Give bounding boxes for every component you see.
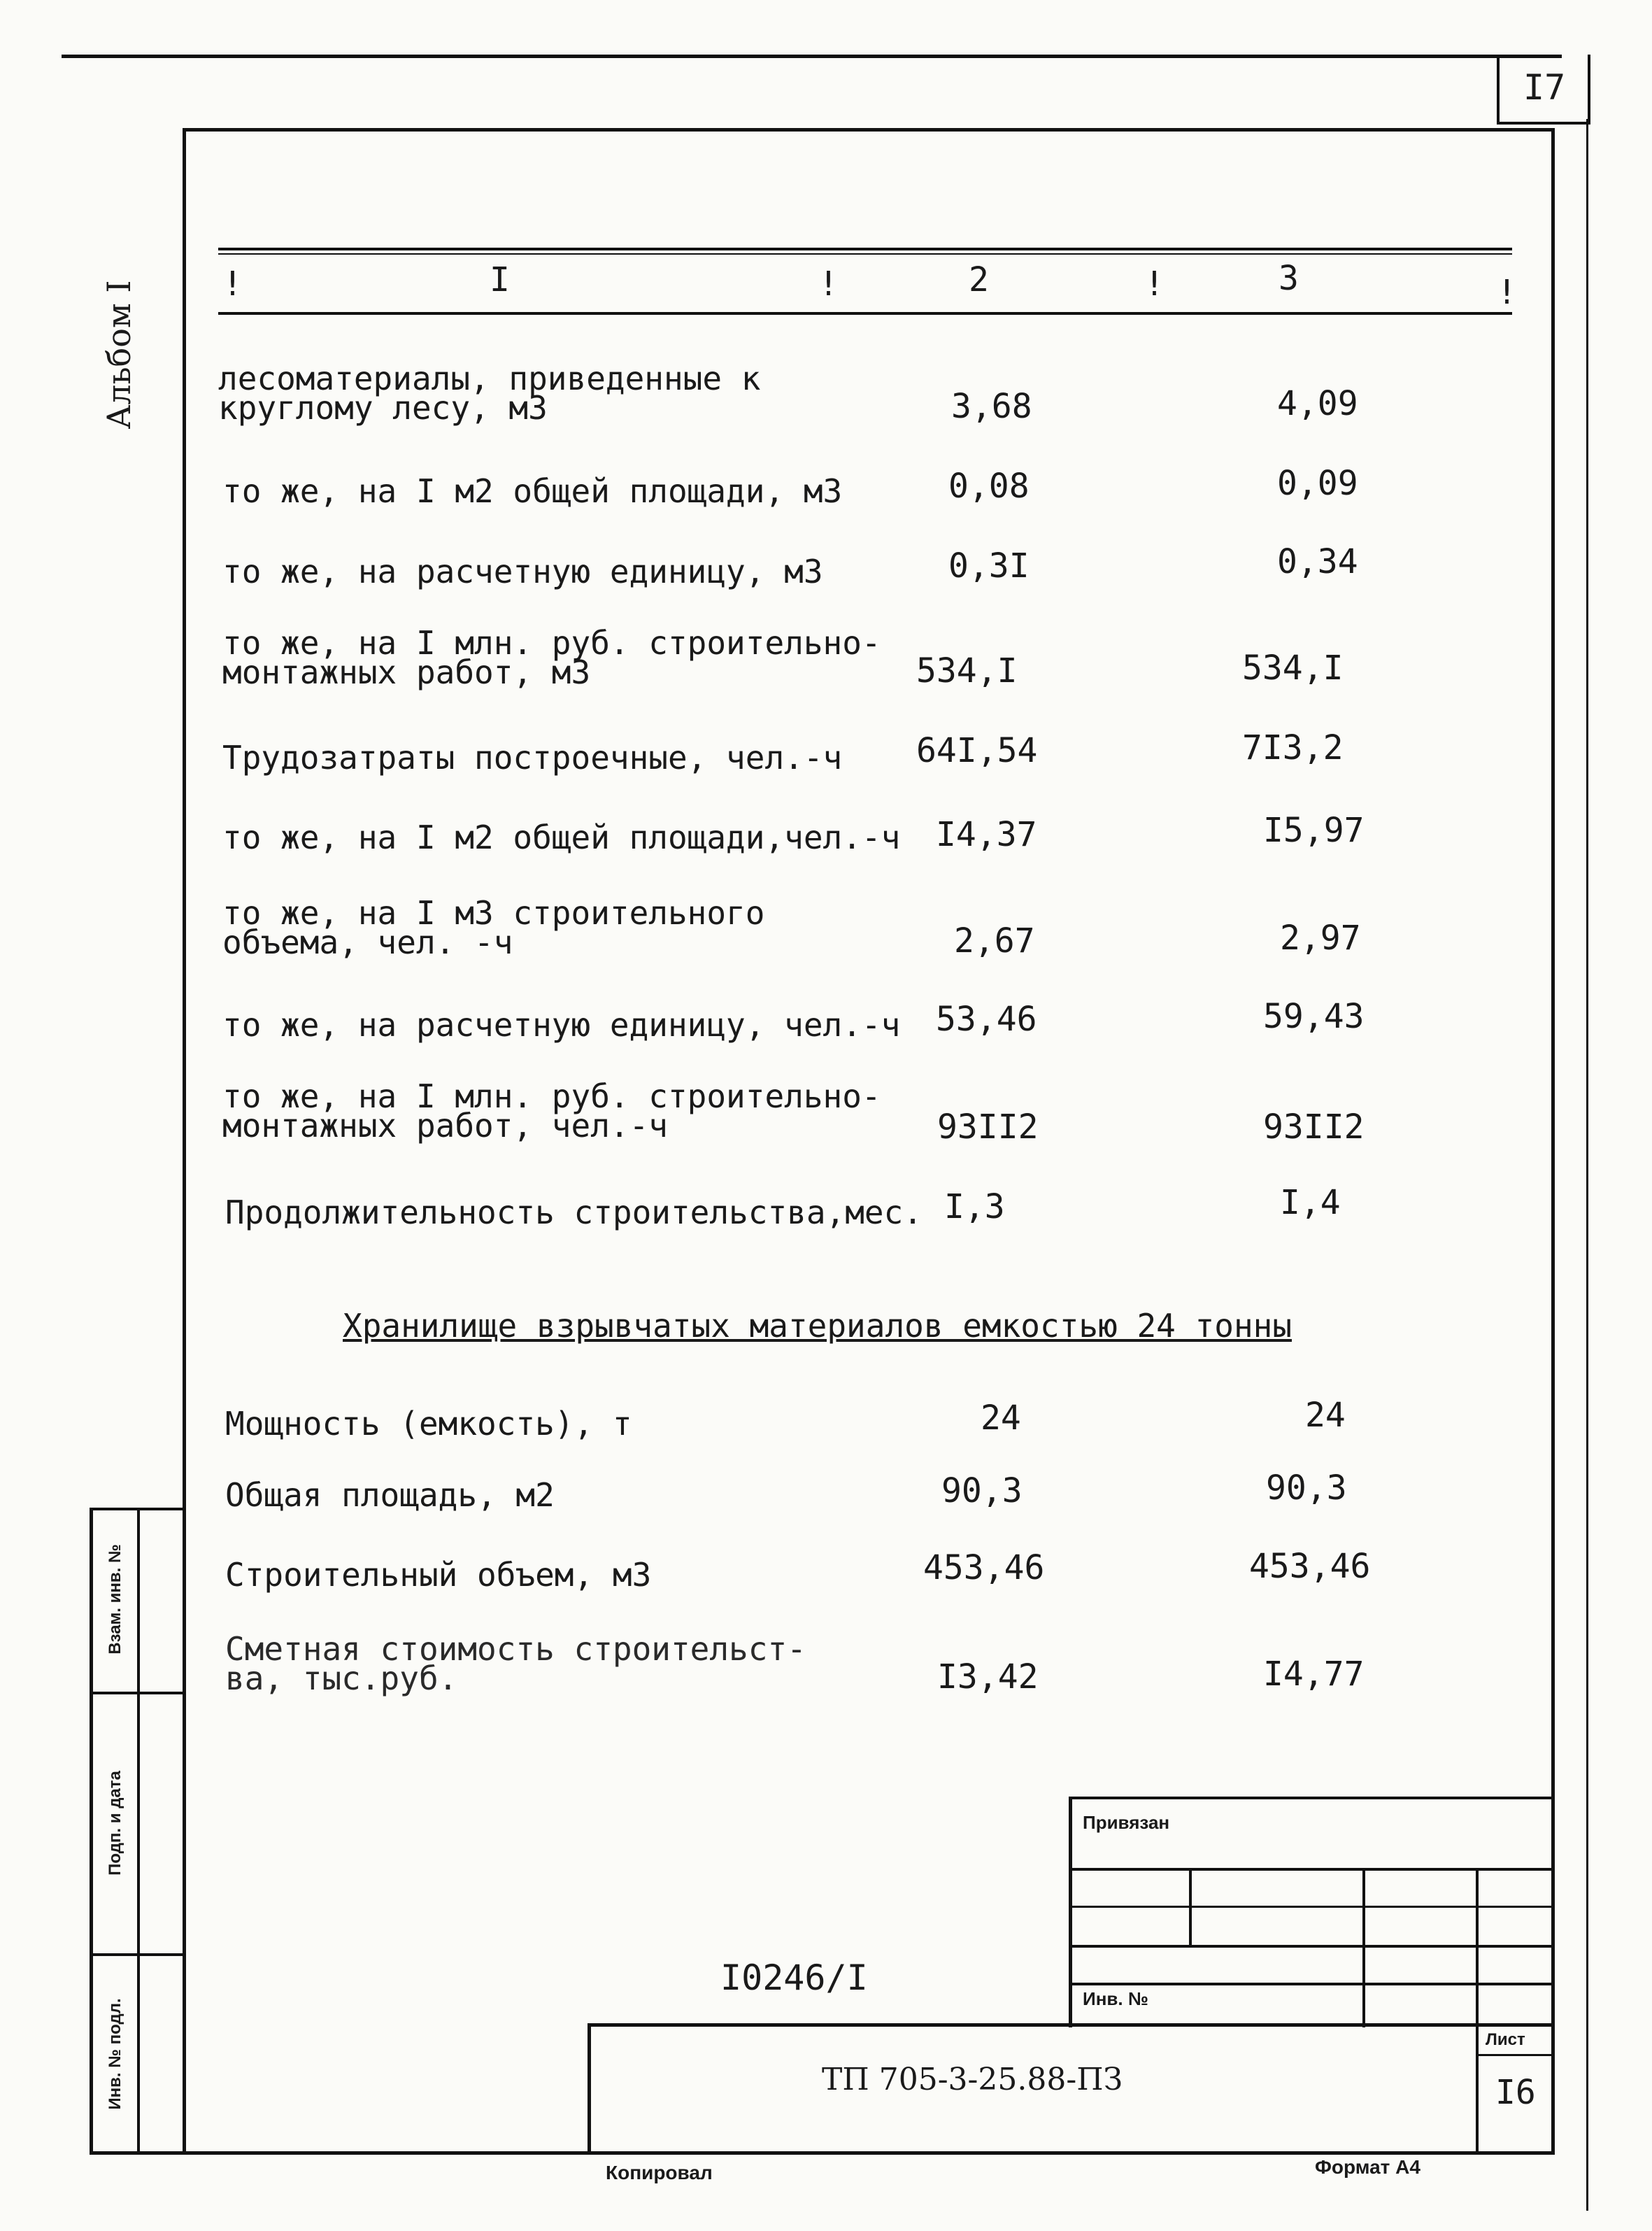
row-label: Сметная стоимость строительст- ва, тыс.руб. <box>225 1630 806 1697</box>
row-value-col2: 64I,54 <box>916 731 1038 770</box>
row-label: лесоматериалы, приведенные к круглому лесу, м3 <box>218 360 761 427</box>
row-value-col3: 90,3 <box>1266 1468 1347 1508</box>
row-value-col2: 53,46 <box>936 1000 1037 1039</box>
row-label: Общая площадь, м2 <box>225 1476 555 1514</box>
row-label: Трудозатраты построечные, чел.-ч <box>222 739 843 777</box>
row-value-col3: 24 <box>1305 1396 1346 1435</box>
stamp-inv-no: Инв. № <box>1083 1988 1148 2009</box>
row-value-col3: 453,46 <box>1249 1547 1371 1586</box>
top-border-line <box>62 55 1562 58</box>
stamp-sheet-number: I6 <box>1495 2073 1536 2112</box>
row-label: Строительный объем, м3 <box>225 1556 652 1594</box>
frame-bottom <box>90 2151 1555 2155</box>
row-value-col2: 90,3 <box>941 1471 1023 1510</box>
row-value-col2: 24 <box>981 1398 1021 1438</box>
row-value-col3: 59,43 <box>1263 997 1365 1036</box>
far-right-line <box>1586 119 1588 2211</box>
row-value-col2: 93II2 <box>937 1107 1039 1147</box>
album-label: Альбом I <box>100 280 138 430</box>
stamp-privyazan: Привязан <box>1083 1812 1170 1833</box>
column-header-2: 2 <box>969 260 989 299</box>
row-value-col3: I,4 <box>1280 1183 1341 1222</box>
header-bottom-rule <box>218 312 1512 315</box>
row-label: то же, на I м2 общей площади, м3 <box>222 472 843 510</box>
stamp-sheet-label: Лист <box>1486 2030 1525 2049</box>
row-value-col3: 93II2 <box>1263 1107 1365 1147</box>
row-label: Продолжительность строительства,мес. <box>225 1194 923 1231</box>
row-value-col2: I4,37 <box>936 815 1037 854</box>
footer-copied: Копировал <box>606 2162 713 2183</box>
row-value-col3: I5,97 <box>1263 811 1365 850</box>
row-value-col2: 453,46 <box>923 1548 1045 1587</box>
row-value-col3: 0,09 <box>1277 464 1358 503</box>
side-label-podp: Подп. и дата <box>106 1771 124 1876</box>
row-value-col2: I,3 <box>944 1187 1005 1226</box>
row-value-col3: 534,I <box>1242 649 1344 688</box>
row-value-col3: 4,09 <box>1277 384 1358 423</box>
side-label-inv-podl: Инв. № подл. <box>106 1998 124 2110</box>
row-value-col2: 0,3I <box>948 546 1030 586</box>
row-value-col2: I3,42 <box>937 1657 1039 1697</box>
stamp-document-code: ТП 705-3-25.88-ПЗ <box>822 2062 1123 2097</box>
row-value-col2: 0,08 <box>948 467 1030 506</box>
row-label: то же, на I млн. руб. строительно- монтажных работ, чел.-ч <box>222 1077 881 1145</box>
row-label: то же, на I м2 общей площади,чел.-ч <box>222 819 901 856</box>
row-value-col3: 7I3,2 <box>1242 728 1344 767</box>
row-label: то же, на расчетную единицу, чел.-ч <box>222 1006 901 1044</box>
column-header-3: 3 <box>1279 259 1299 298</box>
page-number-top: I7 <box>1523 67 1566 108</box>
row-value-col2: 534,I <box>916 651 1018 690</box>
section-title: Хранилище взрывчатых материалов емкостью 24 тонны <box>343 1307 1293 1345</box>
row-value-col2: 3,68 <box>951 387 1032 426</box>
row-value-col3: 0,34 <box>1277 542 1358 581</box>
frame-left <box>183 129 186 2155</box>
column-header-1: I <box>490 260 510 299</box>
side-label-vzam: Взам. инв. № <box>106 1544 124 1655</box>
document-number: I0246/I <box>720 1957 868 1998</box>
row-label: то же, на I млн. руб. строительно- монтажных работ, м3 <box>222 624 881 691</box>
footer-format: Формат А4 <box>1315 2156 1420 2178</box>
row-value-col3: 2,97 <box>1280 919 1361 958</box>
frame-right <box>1551 128 1555 2155</box>
row-label: Мощность (емкость), т <box>225 1405 632 1443</box>
frame-top <box>183 128 1555 132</box>
row-value-col2: 2,67 <box>954 921 1035 961</box>
row-value-col3: I4,77 <box>1263 1655 1365 1694</box>
header-top-rule <box>218 248 1512 250</box>
row-label: то же, на расчетную единицу, м3 <box>222 553 823 590</box>
row-label: то же, на I м3 строительного объема, чел. -ч <box>222 894 765 961</box>
